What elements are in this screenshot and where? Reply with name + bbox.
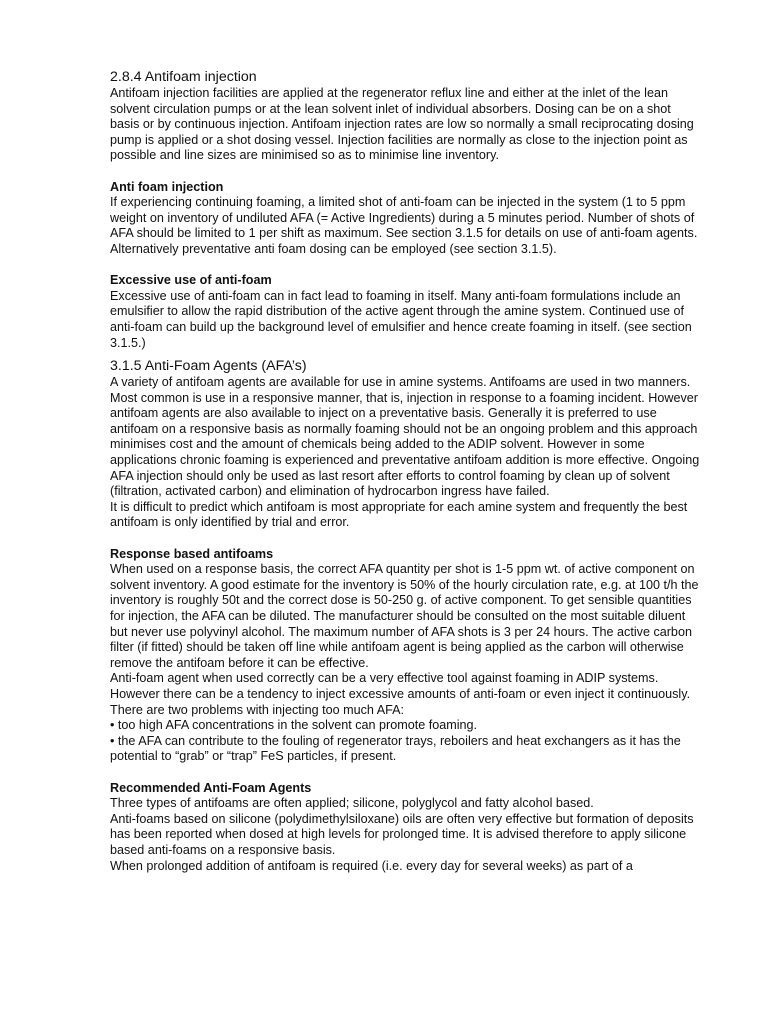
subheading-recommended-agents: Recommended Anti-Foam Agents bbox=[110, 780, 312, 795]
subheading-response-based: Response based antifoams bbox=[110, 546, 274, 561]
paragraph-antifoam-injection-facilities: Antifoam injection facilities are applied at the regenerator reflux line and either at the inlet of the lean solvent circulation pumps or at the lean solvent inlet of individual absorbers. Dosing can be on a shot basis or by continuous injection. Antifoam injection rates are low so normally a small reciprocating dosing pump is applied or a shot dosing vessel. Injection facilities are normally as close to the injection point as possible and line sizes are minimised so as to minimise line inventory. bbox=[110, 86, 694, 163]
paragraph-afa-selection: It is difficult to predict which antifoam is most appropriate for each amine system and frequently the best antifoam is only identified by trial and error. bbox=[110, 499, 688, 530]
spacer bbox=[110, 765, 702, 781]
paragraph-anti-foam-injection: If experiencing continuing foaming, a limited shot of anti-foam can be injected in the system (1 to 5 ppm weight on inventory of undiluted AFA (= Active Ingredients) during a 5 minutes period. Number of shots of AFA should be limited to 1 per shift as maximum. See section 3.1.5 for details on use of anti-foam agents. Alternatively preventative anti foam dosing can be employed (see section 3.1.5). bbox=[110, 195, 698, 256]
paragraph-response-dosing: When used on a response basis, the correct AFA quantity per shot is 1-5 ppm wt. of active component on solvent inventory. A good estimate for the inventory is 50% of the hourly circulation rate, e.g. at 100 t/h the inventory is roughly 50t and the correct dose is 50-250 g. of active component. To get sensible quantities for injection, the AFA can be diluted. The manufacturer should be consulted on the most suitable diluent but never use polyvinyl alcohol. The maximum number of AFA shots is 3 per 24 hours. The active carbon filter (if fitted) should be taken off line while antifoam agent is being applied as the carbon will otherwise remove the antifoam before it can be effective. bbox=[110, 562, 699, 670]
paragraph-prolonged-addition: When prolonged addition of antifoam is required (i.e. every day for several weeks) as part of a bbox=[110, 858, 633, 873]
paragraph-afa-overview: A variety of antifoam agents are available for use in amine systems. Antifoams are used in two manners. Most common is use in a responsive manner, that is, injection in response to a foaming incident. However antifoam agents are also available to inject on a preventative basis. Generally it is preferred to use antifoam on a responsive basis as normally foaming should not be an ongoing problem and this approach minimises cost and the amount of chemicals being added to the ADIP solvent. However in some applications chronic foaming is experienced and preventative antifoam addition is more effective. Ongoing AFA injection should only be used as last resort after efforts to control foaming by clean up of solvent (filtration, activated carbon) and elimination of hydrocarbon ingress have failed. bbox=[110, 375, 700, 499]
paragraph-two-problems: There are two problems with injecting too much AFA: bbox=[110, 702, 404, 717]
paragraph-response-effectiveness: Anti-foam agent when used correctly can be a very effective tool against foaming in ADIP systems. However there can be a tendency to inject excessive amounts of anti-foam or even inject it continuously. bbox=[110, 671, 691, 701]
section-heading-315: 3.1.5 Anti-Foam Agents (AFA’s) bbox=[110, 358, 307, 375]
spacer bbox=[110, 164, 702, 180]
paragraph-excessive-use: Excessive use of anti-foam can in fact lead to foaming in itself. Many anti-foam formulations include an emulsifier to allow the rapid distribution of the active agent through the amine system. Continued use of anti-foam can build up the background level of emulsifier and hence create foaming in itself. (see section 3.1.5.) bbox=[110, 288, 692, 350]
bullet-item-foaming: • too high AFA concentrations in the solvent can promote foaming. bbox=[110, 718, 478, 733]
subheading-excessive-use: Excessive use of anti-foam bbox=[110, 273, 272, 288]
section-heading-284: 2.8.4 Antifoam injection bbox=[110, 69, 257, 85]
bullet-item-fouling: • the AFA can contribute to the fouling of regenerator trays, reboilers and heat exchangers as it has the potential to “grab” or “trap” FeS particles, if present. bbox=[110, 733, 681, 764]
paragraph-antifoam-types: Three types of antifoams are often applied; silicone, polyglycol and fatty alcohol based. bbox=[110, 796, 594, 811]
spacer bbox=[110, 531, 702, 547]
subheading-anti-foam-injection: Anti foam injection bbox=[110, 179, 224, 194]
paragraph-silicone-antifoams: Anti-foams based on silicone (polydimethylsiloxane) oils are often very effective but formation of deposits has been reported when dosed at high levels for prolonged time. It is advised therefore to apply silicone based anti-foams on a responsive basis. bbox=[110, 811, 694, 857]
spacer bbox=[110, 258, 702, 274]
document-body bbox=[110, 68, 702, 874]
